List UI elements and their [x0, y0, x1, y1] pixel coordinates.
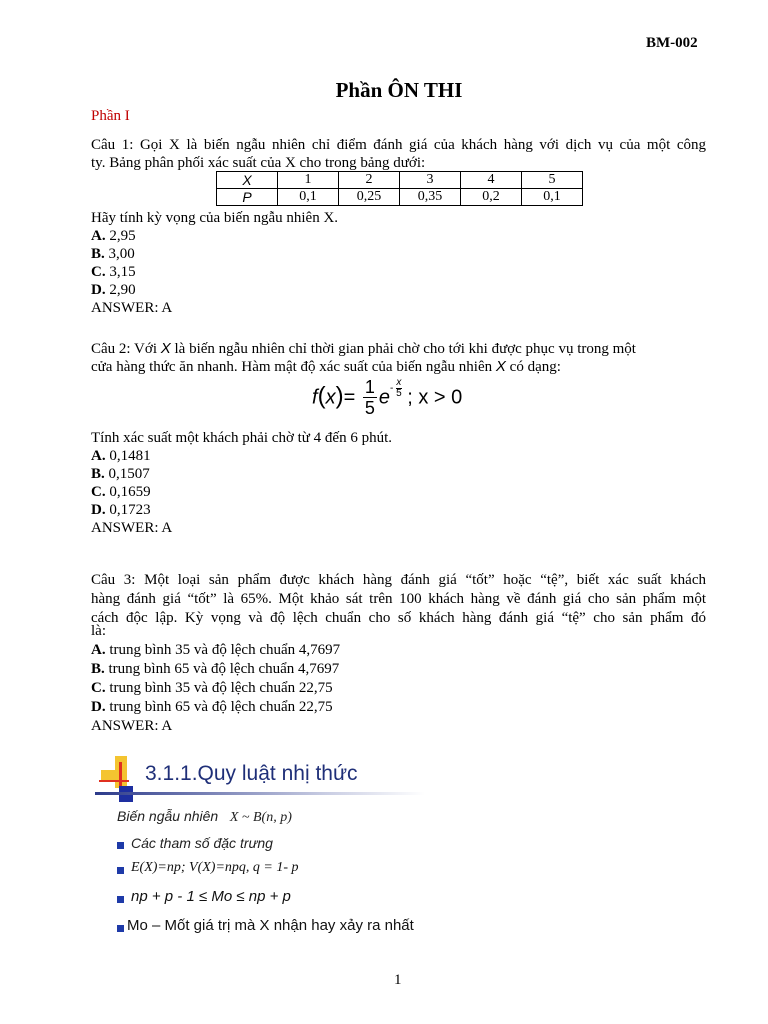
- slide-divider: [95, 792, 425, 795]
- binomial-slide-image: [95, 756, 425, 956]
- bullet-icon: [117, 925, 124, 932]
- table-cell: 4: [461, 172, 522, 189]
- slide-bullet-4: Mo – Mốt giá trị mà X nhận hay xảy ra nhất: [127, 917, 414, 934]
- q3-option-a: A. trung bình 35 và độ lệch chuẩn 4,7697: [91, 642, 341, 658]
- slide-title: 3.1.1.Quy luật nhị thức: [145, 762, 358, 785]
- slide-line-1: Biến ngẫu nhiên X ~ B(n, p): [117, 808, 292, 825]
- table-cell: 3: [400, 172, 461, 189]
- table-cell: 1: [278, 172, 339, 189]
- q1-line1: Câu 1: Gọi X là biến ngẫu nhiên chỉ điểm đánh giá của khách hàng với dịch vụ của một công: [91, 137, 706, 153]
- slide-corner-decoration: [95, 756, 145, 806]
- q1-option-a: [91, 227, 136, 245]
- option-letter: A.: [91, 228, 106, 244]
- page-title: Phần ÔN THI: [335, 78, 463, 102]
- q1-option-d: [91, 281, 136, 299]
- option-text: 2,95: [105, 228, 136, 244]
- q1-prompt: Hãy tính kỳ vọng của biến ngẫu nhiên X.: [91, 210, 339, 226]
- table-cell: 2: [339, 172, 400, 189]
- table-cell: 0,1: [278, 189, 339, 206]
- option-text: 3,00: [104, 246, 135, 262]
- option-text: 3,15: [105, 264, 136, 280]
- table-cell: 0,25: [339, 189, 400, 206]
- slide-bullet-1: Các tham số đặc trưng: [131, 835, 273, 851]
- fraction: $\frac{1}{5}$: [364, 377, 375, 418]
- q2-option-a: A. 0,1481: [91, 448, 151, 464]
- q2-line1-text: Câu 2: Với X là biến ngẫu nhiên chỉ thời gian phải chờ cho tới khi được phục vụ trong một: [91, 340, 636, 357]
- option-letter: D.: [91, 282, 106, 298]
- distribution-table: [216, 171, 583, 206]
- p-header: P: [217, 189, 278, 206]
- table-cell: 0,35: [400, 189, 461, 206]
- table-cell: 5: [522, 172, 583, 189]
- slide-bullet-2: E(X)=np; V(X)=npq, q = 1- p: [131, 860, 299, 875]
- x-header: X: [217, 172, 278, 189]
- density-formula: f(x)= $\frac{1}{5}$ $e^{- \frac{x}{5}}$ ; x > 0: [312, 377, 463, 418]
- q1-line2: ty. Bảng phân phối xác suất của X cho trong bảng dưới:: [91, 155, 426, 171]
- var-x: X: [160, 340, 171, 357]
- page-number: 1: [394, 972, 402, 988]
- q1-option-c: [91, 263, 136, 281]
- q3-line3: cách độc lập. Kỳ vọng và độ lệch chuẩn cho số khách hàng đánh giá “tệ” cho sản phẩm đó: [91, 610, 706, 626]
- option-letter: C.: [91, 264, 106, 280]
- section-heading: Phần I: [91, 108, 130, 124]
- option-text: 2,90: [105, 282, 136, 298]
- q3-line1: Câu 3: Một loại sản phẩm được khách hàng đánh giá “tốt” hoặc “tệ”, biết xác suất khách: [91, 572, 706, 588]
- q1-option-b: [91, 245, 135, 263]
- q3-line2: hàng đánh giá “tốt” là 65%. Một khảo sát trên 100 khách hàng về đánh giá cho sản phẩm một: [91, 591, 706, 607]
- bullet-icon: [117, 842, 124, 849]
- q2-line1: [91, 340, 706, 358]
- table-cell: 0,1: [522, 189, 583, 206]
- q3-option-c: C. trung bình 35 và độ lệch chuẩn 22,75: [91, 680, 333, 696]
- table-cell: 0,2: [461, 189, 522, 206]
- q2-line2: cửa hàng thức ăn nhanh. Hàm mật độ xác suất của biến ngẫu nhiên X có dạng:: [91, 358, 561, 375]
- q2-prompt: Tính xác suất một khách phải chờ từ 4 đến 6 phút.: [91, 430, 392, 446]
- q1-answer: ANSWER: A: [91, 300, 173, 316]
- bullet-icon: [117, 867, 124, 874]
- doc-code: BM-002: [646, 35, 698, 51]
- option-letter: B.: [91, 246, 105, 262]
- q2-option-d: D. 0,1723: [91, 502, 151, 518]
- q3-option-b: B. trung bình 65 và độ lệch chuẩn 4,7697: [91, 661, 340, 677]
- q2-option-b: B. 0,1507: [91, 466, 150, 482]
- q3-answer: ANSWER: A: [91, 718, 173, 734]
- q2-option-c: C. 0,1659: [91, 484, 151, 500]
- slide-bullet-3: np + p - 1 ≤ Mo ≤ np + p: [131, 888, 291, 905]
- q3-option-d: D. trung bình 65 và độ lệch chuẩn 22,75: [91, 699, 333, 715]
- bullet-icon: [117, 896, 124, 903]
- q2-answer: ANSWER: A: [91, 520, 173, 536]
- table-row-p: [217, 189, 583, 206]
- var-x: X: [495, 358, 506, 375]
- table-row-x: [217, 172, 583, 189]
- q3-line4: là:: [91, 623, 106, 639]
